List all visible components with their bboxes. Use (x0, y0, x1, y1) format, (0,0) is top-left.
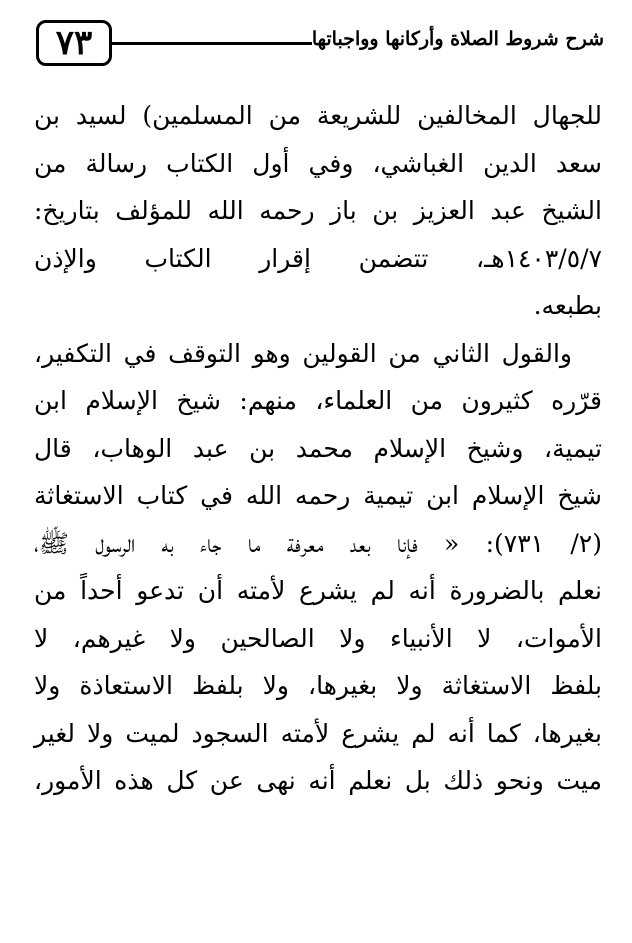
text-line: بطبعه. (533, 291, 602, 320)
body-text (34, 92, 602, 805)
text-line: ١٤٠٣/٥/٧هـ، تتضمن إقرار الكتاب والإذن (34, 243, 602, 273)
text-line: بغيرها، كما أنه لم يشرع لأمته السجود لميت ولا لغير (34, 718, 602, 748)
text-line: (٢/ ٧٣١): « فإنا بعد معرفة ما جاء به الرسول ﷺ، (34, 528, 602, 558)
page-header (36, 14, 604, 74)
text-line: شيخ الإسلام ابن تيمية رحمه الله في كتاب الاستغاثة (34, 481, 602, 510)
text-line: تيمية، وشيخ الإسلام محمد بن عبد الوهاب، قال (34, 433, 602, 463)
text-line: قرّره كثيرون من العلماء، منهم: شيخ الإسلام ابن (34, 386, 602, 415)
paragraph-2 (34, 330, 602, 805)
header-rule (112, 42, 312, 45)
page-number-badge: ٧٣ (36, 20, 112, 66)
text-line: الشيخ عبد العزيز بن باز رحمه الله للمؤلف بتاريخ: (34, 196, 602, 225)
text-line: نعلم بالضرورة أنه لم يشرع لأمته أن تدعو أحداً من (34, 576, 602, 605)
text-line: سعد الدين الغباشي، وفي أول الكتاب رسالة من (34, 148, 602, 178)
running-title: شرح شروط الصلاة وأركانها وواجباتها (311, 28, 604, 50)
paragraph-1 (34, 92, 602, 330)
text-line: الأموات، لا الأنبياء ولا الصالحين ولا غيرهم، لا (34, 623, 602, 653)
text-line: للجهال المخالفين للشريعة من المسلمين) لسيد بن (34, 101, 602, 130)
text-line: بلفظ الاستغاثة ولا بغيرها، ولا بلفظ الاستعاذة ولا (34, 671, 602, 700)
text-line: والقول الثاني من القولين وهو التوقف في التكفير، (34, 338, 572, 368)
text-line: ميت ونحو ذلك بل نعلم أنه نهى عن كل هذه الأمور، (34, 766, 602, 795)
